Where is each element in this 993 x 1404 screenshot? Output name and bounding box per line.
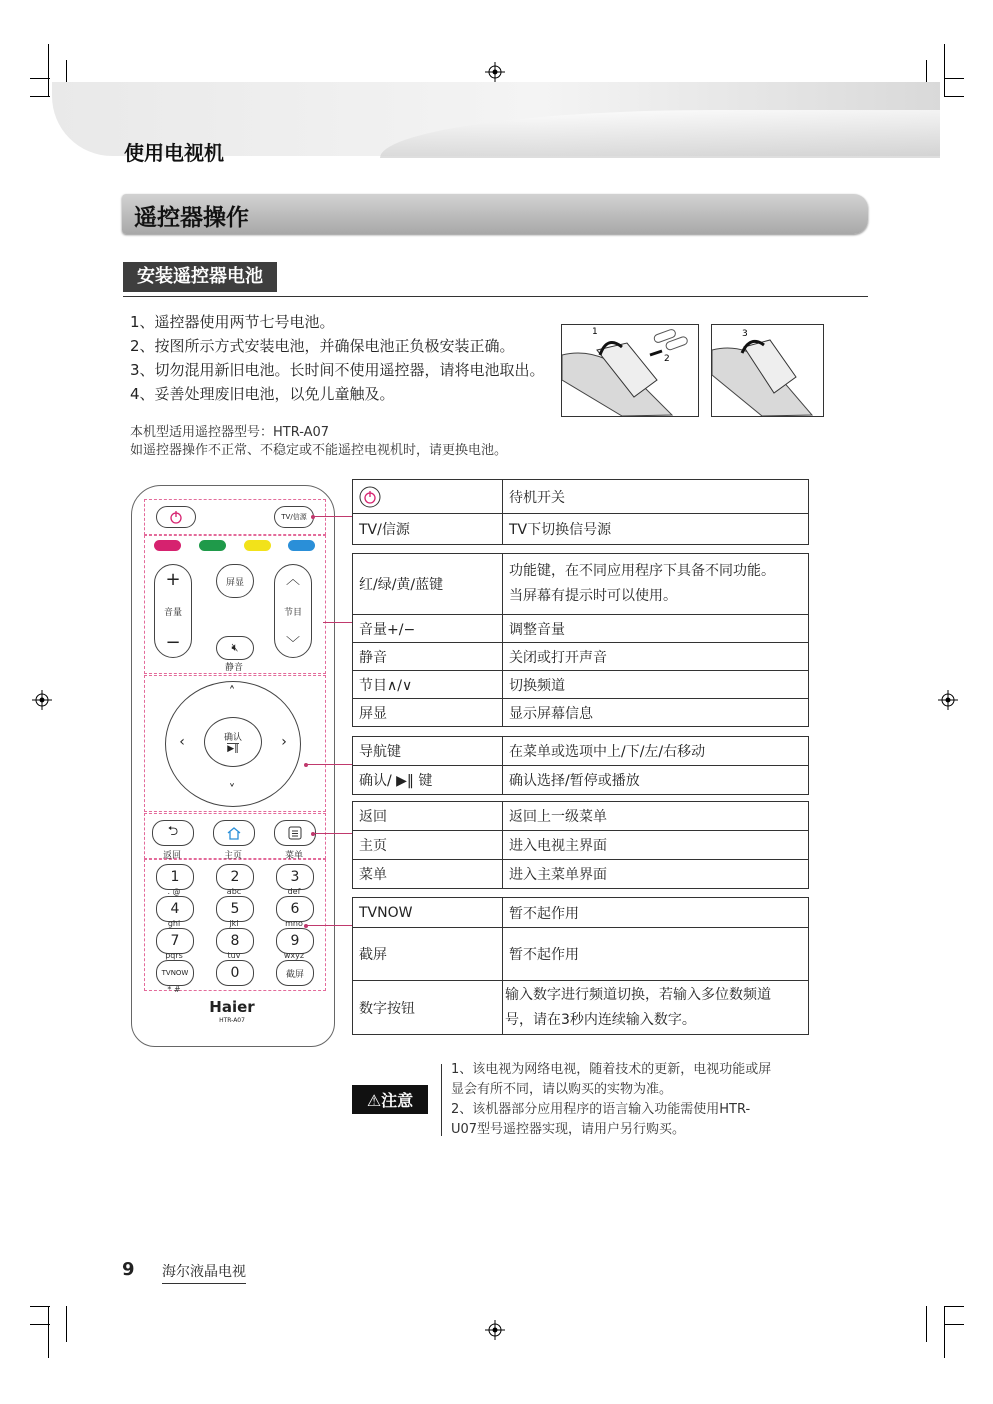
note-line: U07型号遥控器实现，请用户另行购买。 (451, 1122, 686, 1137)
table-cell-key: 返回 (353, 802, 503, 831)
table-cell-key: 数字按钮 (353, 981, 503, 1035)
back-arrow-icon: ⮌ (167, 824, 179, 839)
chevron-down-icon[interactable]: ˅ (228, 783, 236, 798)
home-label: 主页 (223, 851, 242, 861)
battery-section-title: 安装遥控器电池 (123, 262, 277, 292)
power-button[interactable] (156, 506, 196, 528)
number-key-sub: . @ (167, 887, 181, 896)
page-number: 9 (122, 1259, 135, 1280)
footer-title: 海尔液晶电视 (162, 1261, 246, 1284)
desc-line: 输入数字进行频道切换，若输入多位数频道 (505, 986, 771, 1003)
star-hash-label: * # (167, 985, 181, 994)
number-key-sub: wxyz (283, 951, 305, 960)
function-table-navigation (352, 736, 809, 795)
caution-label: ⚠注意 (352, 1085, 428, 1114)
number-key-sub: def (287, 887, 301, 896)
table-cell-key: 菜单 (353, 860, 503, 889)
back-button[interactable] (152, 820, 194, 846)
play-pause-icon: ▶‖ (227, 744, 239, 754)
number-key[interactable]: 9 (276, 928, 314, 954)
instruction-line: 2、按图所示方式安装电池，并确保电池正负极安装正确。 (130, 337, 515, 355)
table-cell-desc: 调整音量 (503, 615, 809, 643)
table-cell-desc (503, 981, 809, 1035)
page-title-bar (122, 194, 868, 234)
note-divider (441, 1064, 442, 1136)
ok-play-pause-button[interactable] (204, 717, 262, 767)
table-cell-desc: TV下切换信号源 (503, 514, 809, 545)
table-cell-key: 静音 (353, 643, 503, 671)
registration-mark-icon (485, 1320, 505, 1340)
ok-label: 确认 (223, 733, 242, 743)
number-key-sub: jkl (229, 919, 239, 928)
function-table-function (352, 553, 809, 727)
number-key[interactable]: 3 (276, 864, 314, 890)
plus-icon: + (165, 569, 181, 590)
registration-mark-icon (32, 690, 52, 710)
instruction-line: 4、妥善处理废旧电池，以免儿童触及。 (130, 385, 395, 403)
yellow-button[interactable] (244, 540, 271, 551)
table-cell-desc: 切换频道 (503, 671, 809, 699)
number-key[interactable]: 6 (276, 896, 314, 922)
table-cell-key: 确认/ ▶‖ 键 (353, 766, 503, 795)
table-cell-desc: 显示屏幕信息 (503, 699, 809, 727)
table-cell-key: TVNOW (353, 898, 503, 928)
number-key[interactable]: 8 (216, 928, 254, 954)
home-button[interactable] (213, 820, 255, 846)
table-cell-desc: 暂不起作用 (503, 928, 809, 981)
table-cell-key: 导航键 (353, 737, 503, 766)
mute-button[interactable] (216, 636, 254, 660)
program-rocker[interactable] (274, 564, 312, 658)
table-cell-key: TV/信源 (353, 514, 503, 545)
table-cell-desc: 返回上一级菜单 (503, 802, 809, 831)
battery-install-photo-2 (711, 324, 824, 417)
chevron-up-icon[interactable]: ˄ (228, 685, 236, 700)
divider (123, 296, 868, 297)
mute-icon: 🔇︎ (231, 641, 239, 654)
screen-info-button[interactable]: 屏显 (216, 564, 254, 598)
table-cell-key: 屏显 (353, 699, 503, 727)
note-text (451, 1060, 811, 1140)
note-line: 显会有所不同，请以购买的实物为准。 (451, 1082, 673, 1097)
table-cell-desc: 确认选择/暂停或播放 (503, 766, 809, 795)
registration-mark-icon (485, 62, 505, 82)
battery-install-photo-1 (561, 324, 699, 417)
desc-line: 号，请在3秒内连续输入数字。 (505, 1011, 696, 1028)
table-cell-key: 截屏 (353, 928, 503, 981)
table-cell-desc: 暂不起作用 (503, 898, 809, 928)
menu-label: 菜单 (284, 851, 303, 861)
table-cell-desc (503, 554, 809, 615)
volume-rocker[interactable] (154, 564, 192, 658)
number-key-sub: tuv (227, 951, 241, 960)
desc-line: 当屏幕有提示时可以使用。 (509, 588, 677, 604)
number-key-0[interactable]: 0 (216, 960, 254, 986)
tvnow-button[interactable]: TVNOW (156, 960, 194, 986)
program-label: 节目 (283, 607, 302, 618)
table-cell-desc: 待机开关 (503, 480, 809, 514)
number-key-sub: abc (226, 887, 242, 896)
function-table-number (352, 897, 809, 1035)
volume-label: 音量 (163, 607, 182, 618)
note-line: 2、该机器部分应用程序的语言输入功能需使用HTR- (451, 1102, 751, 1117)
step-label: 1 (592, 327, 598, 337)
desc-line: 功能键，在不同应用程序下具备不同功能。 (509, 563, 775, 579)
model-info (130, 424, 507, 460)
blue-button[interactable] (288, 540, 315, 551)
table-cell-key: 主页 (353, 831, 503, 860)
chevron-up-icon: ︿ (286, 572, 300, 588)
function-table-power (352, 479, 809, 545)
number-key[interactable]: 1 (156, 864, 194, 890)
number-key[interactable]: 7 (156, 928, 194, 954)
menu-button[interactable] (274, 820, 316, 846)
number-key-sub: ghi (167, 919, 181, 928)
section-title: 使用电视机 (124, 141, 224, 165)
table-cell-key: 红/绿/黄/蓝键 (353, 554, 503, 615)
model-line: 本机型适用遥控器型号：HTR-A07 (130, 425, 330, 440)
remote-model-label: HTR-A07 (219, 1017, 245, 1024)
function-table-menu (352, 801, 809, 889)
battery-instructions (130, 310, 545, 406)
instruction-line: 3、切勿混用新旧电池。长时间不使用遥控器，请将电池取出。 (130, 361, 545, 379)
power-icon (169, 510, 183, 524)
back-label: 返回 (162, 851, 181, 861)
red-button[interactable] (154, 540, 181, 551)
number-key[interactable]: 2 (216, 864, 254, 890)
table-cell-desc: 在菜单或选项中上/下/左/右移动 (503, 737, 809, 766)
table-cell-key: 节目∧/∨ (353, 671, 503, 699)
minus-icon: − (165, 632, 181, 653)
power-icon (359, 486, 381, 508)
step-label: 2 (664, 354, 670, 364)
instruction-line: 1、遥控器使用两节七号电池。 (130, 313, 335, 331)
chevron-left-icon[interactable]: ‹ (179, 734, 185, 750)
table-cell-key (353, 480, 503, 514)
capture-button[interactable]: 截屏 (276, 960, 314, 986)
table-cell-desc: 关闭或打开声音 (503, 643, 809, 671)
chevron-down-icon: ﹀ (286, 636, 300, 652)
tv-source-button[interactable]: TV/信源 (274, 506, 314, 528)
number-key-sub: pqrs (165, 951, 183, 960)
green-button[interactable] (199, 540, 226, 551)
brand-logo: Haier (209, 998, 255, 1016)
table-cell-desc: 进入电视主界面 (503, 831, 809, 860)
chevron-right-icon[interactable]: › (281, 734, 287, 750)
number-key-sub: mno (285, 919, 303, 928)
table-cell-key: 音量+/− (353, 615, 503, 643)
table-cell-desc: 进入主菜单界面 (503, 860, 809, 889)
mute-label: 静音 (224, 663, 243, 673)
battery-warning: 如遥控器操作不正常、不稳定或不能遥控电视机时，请更换电池。 (130, 443, 508, 458)
menu-icon (288, 826, 302, 840)
page-title: 遥控器操作 (134, 205, 249, 231)
number-key[interactable]: 5 (216, 896, 254, 922)
home-icon (226, 826, 242, 840)
registration-mark-icon (938, 690, 958, 710)
step-label: 3 (742, 329, 748, 339)
note-line: 1、该电视为网络电视，随着技术的更新，电视功能或屏 (451, 1062, 772, 1077)
number-key[interactable]: 4 (156, 896, 194, 922)
